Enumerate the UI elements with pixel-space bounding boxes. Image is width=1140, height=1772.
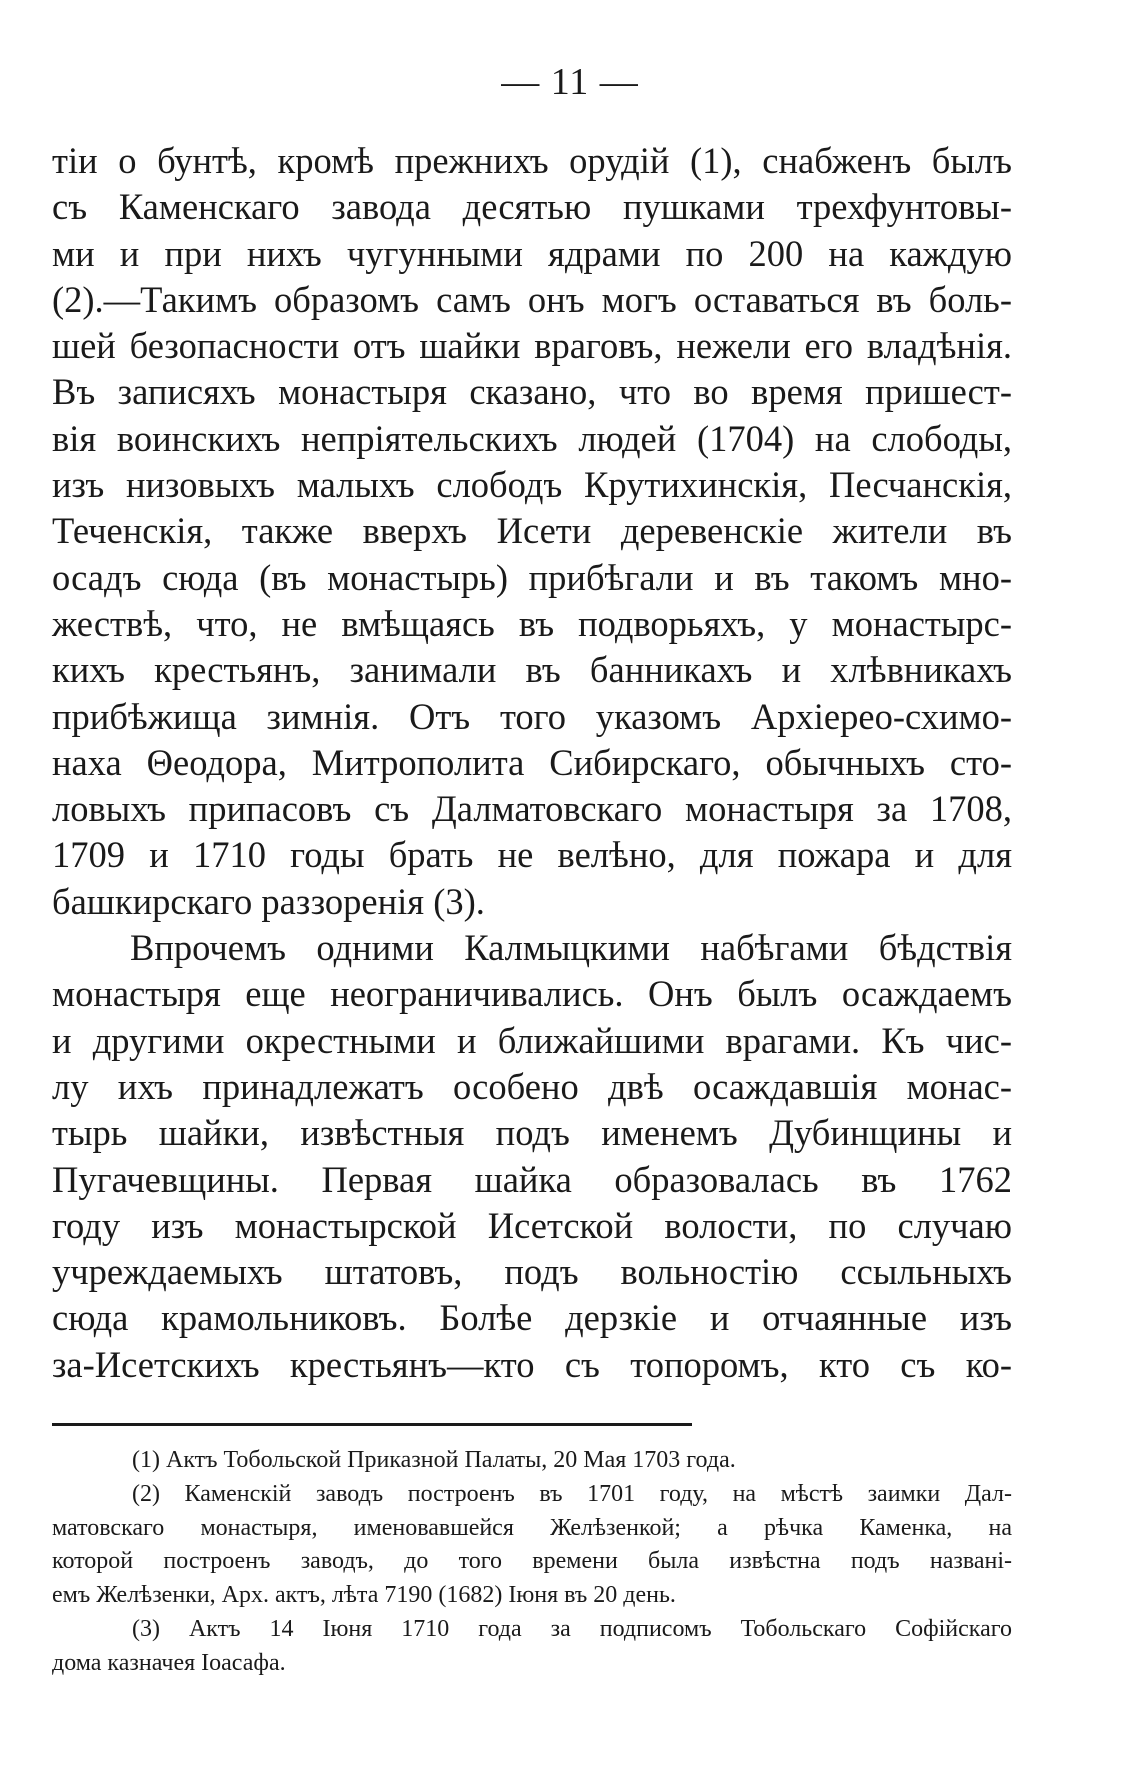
text-line: лу ихъ принадлежатъ особено двѣ осаждавшія монас- [52,1065,1012,1107]
text-line: башкирскаго раззоренія (3). [52,880,485,922]
text-line: жествѣ, что, не вмѣщаясь въ подворьяхъ, у монастырс- [52,602,1012,644]
footnote-line: дома казначея Іоасафа. [52,1649,286,1676]
text-line: Въ записяхъ монастыря сказано, что во время пришест- [52,371,1012,413]
footnote-divider [52,1423,692,1426]
text-line: ловыхъ припасовъ съ Далматовскаго монастыря за 1708, [52,788,1012,830]
footnote-line: матовскаго монастыря, именовавшейся Желѣзенкой; а рѣчка Каменка, на [52,1514,1012,1541]
text-line: изъ низовыхъ малыхъ слободъ Крутихинскія, Песчанскія, [52,464,1012,506]
footnote-line: (2) Каменскій заводъ построенъ въ 1701 году, на мѣстѣ заимки Дал- [132,1480,1012,1507]
text-line: шей безопасности отъ шайки враговъ, нежели его владѣнія. [52,325,1012,367]
footnote-line: емъ Желѣзенки, Арх. актъ, лѣта 7190 (1682) Іюня въ 20 день. [52,1582,676,1609]
text-line: и другими окрестными и ближайшими врагами. Къ чис- [52,1019,1012,1061]
footnote-line: (1) Актъ Тобольской Приказной Палаты, 20 Мая 1703 года. [132,1447,736,1473]
body-text [52,138,1012,1388]
footnotes [52,1444,1012,1681]
text-line: тырь шайки, извѣстныя подъ именемъ Дубинщины и [52,1112,1012,1154]
text-line: учреждаемыхъ штатовъ, подъ вольностію ссыльныхъ [52,1251,1012,1293]
page-number: — 11 — [501,61,639,103]
text-line: кихъ крестьянъ, занимали въ банникахъ и хлѣвникахъ [52,649,1012,691]
text-line: прибѣжища зимнія. Отъ того указомъ Архіерео-схимо- [52,695,1012,737]
text-line: тіи о бунтѣ, кромѣ прежнихъ орудій (1), снабженъ былъ [52,140,1012,181]
text-line: Теченскія, также вверхъ Исети деревенскіе жители въ [52,510,1012,552]
text-line: ми и при нихъ чугунными ядрами по 200 на каждую [52,232,1012,274]
text-line: монастыря еще неограничивались. Онъ былъ осаждаемъ [52,973,1012,1015]
text-line: сюда крамольниковъ. Болѣе дерзкіе и отчаянные изъ [52,1297,1012,1339]
text-line: за-Исетскихъ крестьянъ—кто съ топоромъ, кто съ ко- [52,1343,1012,1385]
text-line: Пугачевщины. Первая шайка образовалась въ 1762 [52,1158,1012,1200]
text-line: 1709 и 1710 годы брать не велѣно, для пожара и для [52,834,1012,876]
footnote-line: которой построенъ заводъ, до того времени была извѣстна подъ названі- [52,1548,1012,1575]
text-line: съ Каменскаго завода десятью пушками трехфунтовы- [52,186,1012,228]
text-line: осадъ сюда (въ монастырь) прибѣгали и въ такомъ мно- [52,556,1012,598]
text-line: (2).—Такимъ образомъ самъ онъ могъ оставаться въ боль- [52,278,1012,320]
text-line: году изъ монастырской Исетской волости, по случаю [52,1204,1012,1246]
text-line: вія воинскихъ непріятельскихъ людей (1704) на слободы, [52,417,1012,459]
text-line: Впрочемъ одними Калмыцкими набѣгами бѣдствія [130,927,1012,969]
footnote-line: (3) Актъ 14 Іюня 1710 года за подписомъ Тобольскаго Софійскаго [132,1615,1012,1642]
text-line: наха Θеодора, Митрополита Сибирскаго, обычныхъ сто- [52,741,1012,783]
